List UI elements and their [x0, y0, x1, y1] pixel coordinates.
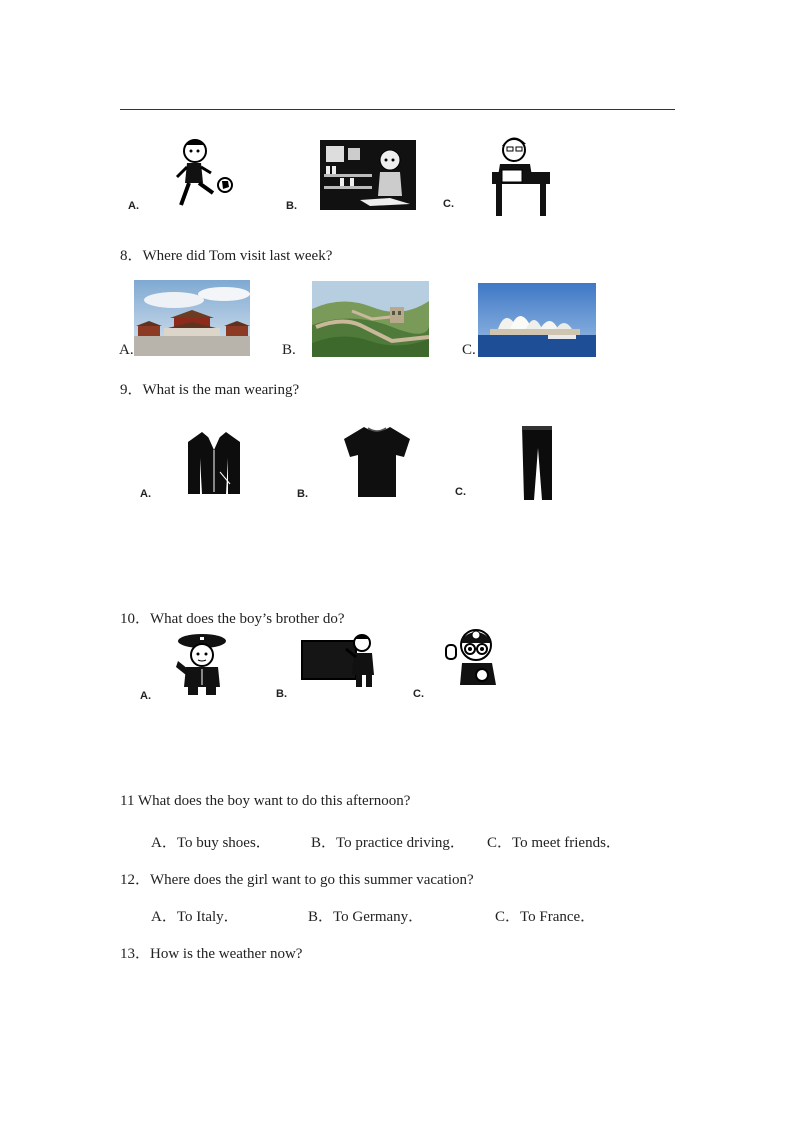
option-a[interactable]: A．To Italy．	[151, 909, 239, 925]
option-label-a[interactable]: A.	[140, 690, 151, 702]
question-11-text: 11 What does the boy want to do this afternoon?	[120, 793, 411, 809]
option-label-c[interactable]: C.	[413, 688, 424, 700]
forbidden-city-photo[interactable]	[134, 280, 250, 356]
option-label-c[interactable]: C.	[443, 198, 454, 210]
question-8-text: 8．Where did Tom visit last week?	[120, 248, 333, 264]
option-c[interactable]: C．To France．	[495, 909, 596, 925]
option-a[interactable]: A．To buy shoes．	[151, 835, 271, 851]
t-shirt-icon[interactable]	[342, 425, 412, 498]
question-12-text: 12．Where does the girl want to go this summer vacation?	[120, 872, 474, 888]
option-label-a[interactable]: A.	[140, 488, 151, 500]
option-c[interactable]: C．To meet friends．	[487, 835, 621, 851]
option-label-c[interactable]: C.	[462, 342, 476, 358]
option-label-b[interactable]: B.	[297, 488, 308, 500]
policeman-icon[interactable]	[174, 631, 230, 697]
doctor-icon[interactable]	[442, 627, 508, 691]
header-rule	[120, 109, 675, 110]
option-label-a[interactable]: A.	[128, 200, 139, 212]
great-wall-photo[interactable]	[312, 281, 429, 357]
option-label-b[interactable]: B.	[282, 342, 296, 358]
option-label-b[interactable]: B.	[276, 688, 287, 700]
question-10-text: 10．What does the boy’s brother do?	[120, 611, 345, 627]
option-label-b[interactable]: B.	[286, 200, 297, 212]
boy-by-bookshelf-icon[interactable]	[320, 140, 416, 210]
question-13-text: 13．How is the weather now?	[120, 946, 303, 962]
option-label-c[interactable]: C.	[455, 486, 466, 498]
option-b[interactable]: B．To practice driving．	[311, 835, 465, 851]
question-9-text: 9．What is the man wearing?	[120, 382, 300, 398]
option-label-a[interactable]: A.	[119, 342, 134, 358]
sydney-opera-house-photo[interactable]	[478, 283, 596, 357]
jacket-icon[interactable]	[186, 430, 242, 496]
trousers-icon[interactable]	[520, 424, 554, 502]
boy-reading-at-desk-icon[interactable]	[488, 130, 553, 218]
boy-kicking-football-icon[interactable]	[165, 133, 237, 211]
option-b[interactable]: B．To Germany．	[308, 909, 424, 925]
teacher-at-blackboard-icon[interactable]	[300, 633, 378, 689]
